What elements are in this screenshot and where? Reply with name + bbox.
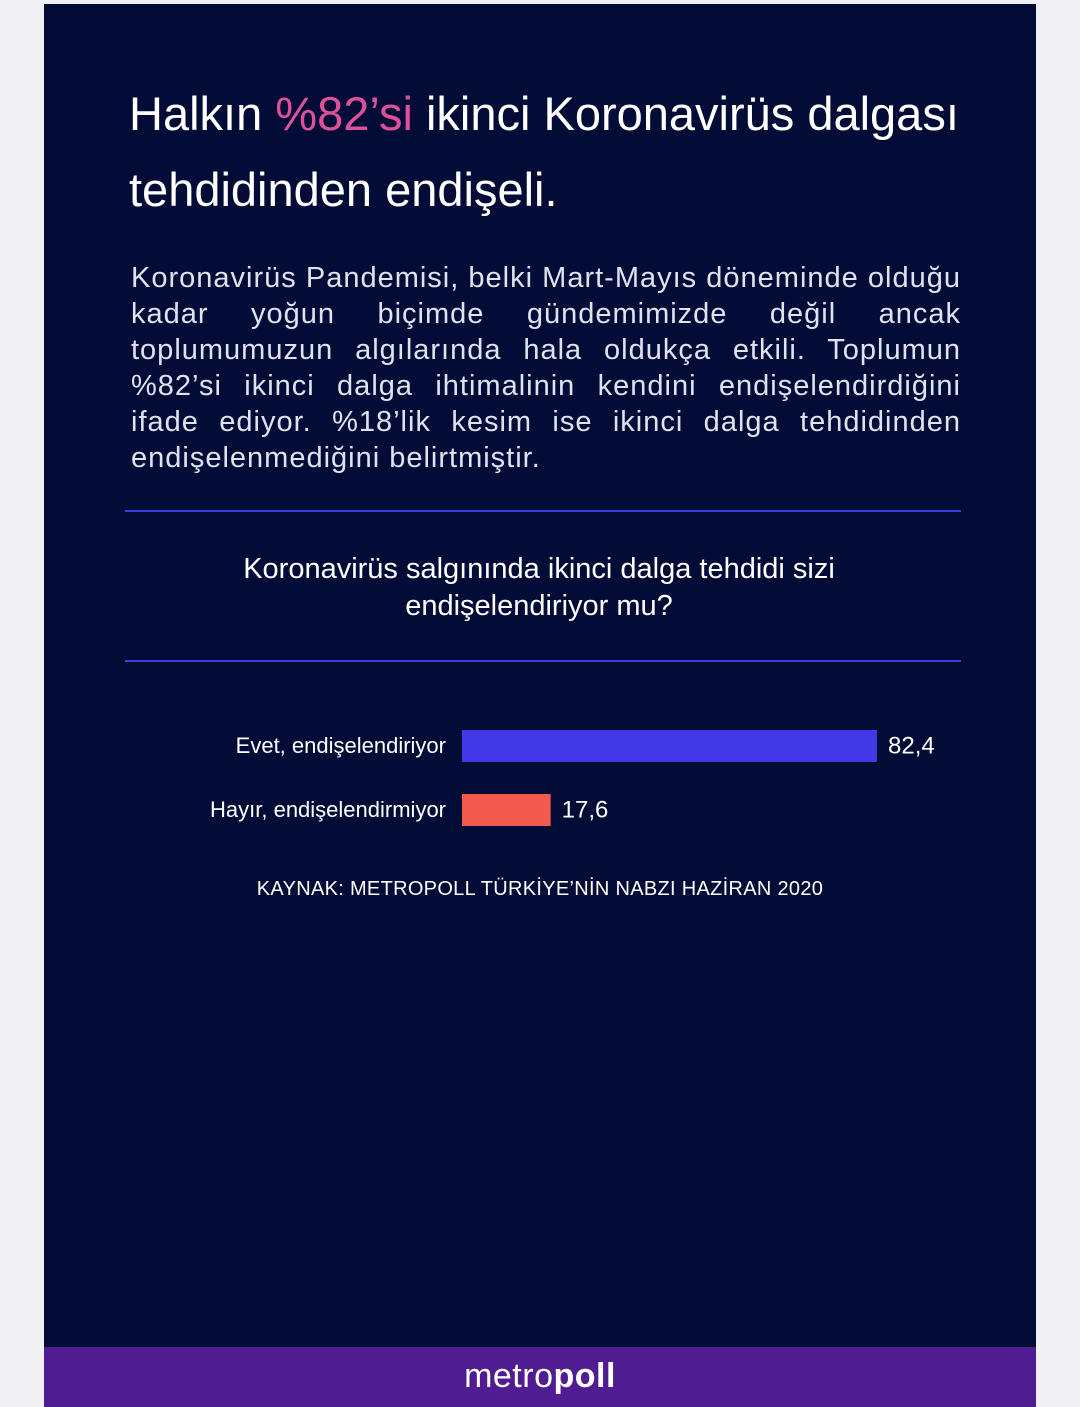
body-text: Koronavirüs Pandemisi, belki Mart-Mayıs döneminde olduğu kadar yoğun biçimde gündemimizde değil ancak toplumumuzun algılarında hala oldukça etkili. Toplumun %82’si ikinci dalga ihtimalinin kendini endişelendirdiğini ifade ediyor. %18’lik kesim ise ikinci dalga tehdidinden endişelenmediğini belirtmiştir. (131, 262, 961, 474)
bar (462, 794, 551, 826)
value-label: 82,4 (888, 732, 935, 760)
chart-title: Koronavirüs salgınında ikinci dalga tehdidi sizi endişelendiriyor mu? (243, 553, 835, 622)
bar-chart (44, 694, 1036, 854)
headline-highlight: %82’si (275, 87, 413, 140)
value-label: 17,6 (561, 796, 609, 824)
metropoll-logo (464, 1347, 616, 1405)
headline-part2: ikinci Koronavirüs dalgası tehdidinden endişeli. (129, 87, 959, 216)
divider-bottom (125, 660, 961, 662)
headline-part1: Halkın (129, 87, 276, 140)
source-note: KAYNAK: METROPOLL TÜRKİYE’NİN NABZI HAZİRAN 2020 (256, 878, 824, 900)
headline (129, 76, 989, 228)
bar (462, 730, 877, 762)
category-label: Evet, endişelendiriyor (235, 732, 446, 758)
category-label: Hayır, endişelendirmiyor (210, 796, 446, 822)
divider-top (125, 510, 961, 512)
logo-part2: poll (553, 1357, 616, 1395)
infographic-card (44, 4, 1036, 1407)
footer-bar (44, 1347, 1036, 1407)
logo-part1: metro (464, 1357, 554, 1395)
